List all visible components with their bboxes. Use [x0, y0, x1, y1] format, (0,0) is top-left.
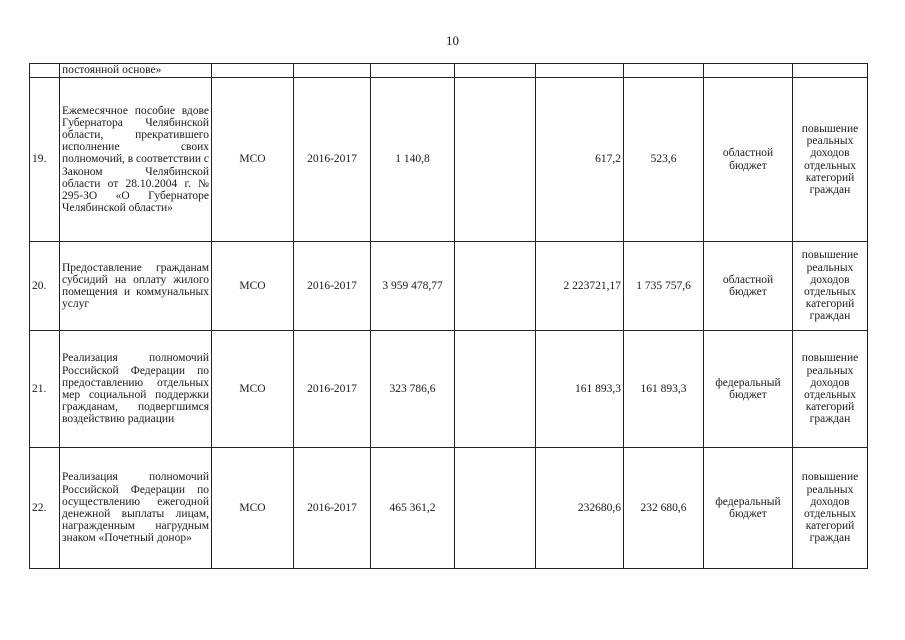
- measure-name: Реализация полномочий Российской Федерации по предоставлению отдельных мер социальной поддержки гражданам, подвергшимся воздействию радиации: [60, 331, 212, 448]
- expected-result: повышение реальных доходов отдельных категорий граждан: [793, 242, 868, 331]
- carryover-text: постоянной основе»: [60, 64, 212, 78]
- period: 2016-2017: [294, 448, 371, 569]
- executor: МСО: [212, 242, 294, 331]
- carryover-row: [30, 64, 868, 78]
- table-row: [30, 331, 868, 448]
- row-number: 21.: [30, 331, 60, 448]
- total-amount: 1 140,8: [371, 78, 455, 242]
- total-amount: 465 361,2: [371, 448, 455, 569]
- expected-result: повышение реальных доходов отдельных категорий граждан: [793, 331, 868, 448]
- period: 2016-2017: [294, 78, 371, 242]
- amount-2017: 523,6: [624, 78, 704, 242]
- measure-name: Ежемесячное пособие вдове Губернатора Челябинской области, прекратившего исполнение своих полномочий, в соответствии с Законом Челябинской области от 28.10.2004 г. № 295-ЗО «О Губернаторе Челябинской области»: [60, 78, 212, 242]
- executor: МСО: [212, 448, 294, 569]
- table-row: [30, 78, 868, 242]
- expected-result: повышение реальных доходов отдельных категорий граждан: [793, 78, 868, 242]
- amount-2017: 1 735 757,6: [624, 242, 704, 331]
- amount-2016: 161 893,3: [536, 331, 624, 448]
- funding-source: федеральный бюджет: [704, 448, 793, 569]
- row-number: 19.: [30, 78, 60, 242]
- period: 2016-2017: [294, 242, 371, 331]
- empty-cell: [455, 78, 536, 242]
- empty-cell: [455, 448, 536, 569]
- funding-source: федеральный бюджет: [704, 331, 793, 448]
- row-number: 20.: [30, 242, 60, 331]
- measures-table: [29, 63, 868, 569]
- row-number: 22.: [30, 448, 60, 569]
- amount-2016: 617,2: [536, 78, 624, 242]
- empty-cell: [455, 331, 536, 448]
- amount-2016: 232680,6: [536, 448, 624, 569]
- period: 2016-2017: [294, 331, 371, 448]
- table-row: [30, 242, 868, 331]
- total-amount: 3 959 478,77: [371, 242, 455, 331]
- total-amount: 323 786,6: [371, 331, 455, 448]
- empty-cell: [455, 242, 536, 331]
- page-number: 10: [446, 33, 459, 48]
- amount-2017: 232 680,6: [624, 448, 704, 569]
- expected-result: повышение реальных доходов отдельных категорий граждан: [793, 448, 868, 569]
- amount-2016: 2 223721,17: [536, 242, 624, 331]
- executor: МСО: [212, 331, 294, 448]
- executor: МСО: [212, 78, 294, 242]
- table-row: [30, 448, 868, 569]
- measure-name: Предоставление гражданам субсидий на оплату жилого помещения и коммунальных услуг: [60, 242, 212, 331]
- funding-source: областной бюджет: [704, 78, 793, 242]
- measure-name: Реализация полномочий Российской Федерации по осуществлению ежегодной денежной выплаты лицам, награжденным нагрудным знаком «Почетный донор»: [60, 448, 212, 569]
- amount-2017: 161 893,3: [624, 331, 704, 448]
- funding-source: областной бюджет: [704, 242, 793, 331]
